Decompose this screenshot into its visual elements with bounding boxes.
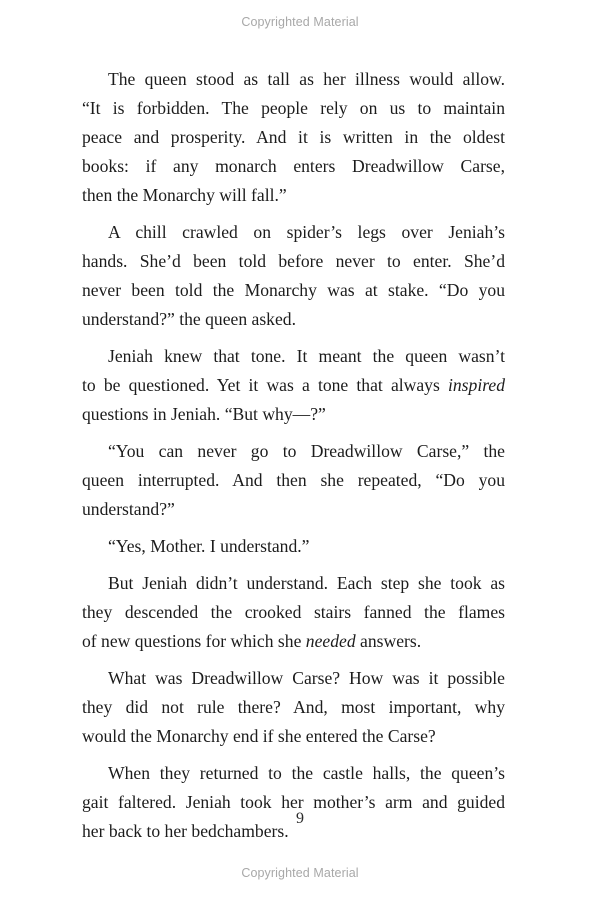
text-line: A chill crawled on spider’s legs over Jeniah’s xyxy=(108,222,505,242)
book-page-text xyxy=(82,65,505,854)
text-line: gait faltered. Jeniah took her mother’s arm and guided xyxy=(82,792,505,812)
text-line: queen interrupted. And then she repeated, “Do you xyxy=(82,470,505,490)
paragraph-4 xyxy=(82,437,505,524)
text-line: never been told the Monarchy was at stake. “Do you xyxy=(82,280,505,300)
text-line: “You can never go to Dreadwillow Carse,” the xyxy=(108,441,505,461)
copyright-watermark-bottom: Copyrighted Material xyxy=(241,866,359,880)
page-number: 9 xyxy=(296,810,304,827)
text-line: But Jeniah didn’t understand. Each step she took as xyxy=(108,573,505,593)
text-line: “It is forbidden. The people rely on us to maintain xyxy=(82,98,505,118)
text-line-with-emphasis xyxy=(82,627,505,656)
text-line: understand?” the queen asked. xyxy=(82,309,296,329)
text-line: What was Dreadwillow Carse? How was it possible xyxy=(108,668,505,688)
emphasis-word: inspired xyxy=(447,375,506,395)
paragraph-6 xyxy=(82,569,505,656)
text-line: peace and prosperity. And it is written in the oldest xyxy=(82,127,505,147)
paragraph-5 xyxy=(82,532,505,561)
text-line: then the Monarchy will fall.” xyxy=(82,185,287,205)
text-line: “Yes, Mother. I understand.” xyxy=(108,536,310,556)
text-line: Jeniah knew that tone. It meant the queen wasn’t xyxy=(108,346,505,366)
text-line: questions in Jeniah. “But why—?” xyxy=(82,404,326,424)
text-segment: to be questioned. Yet it was a tone that always xyxy=(82,375,440,395)
text-line: they descended the crooked stairs fanned the flames xyxy=(82,602,505,622)
text-line: The queen stood as tall as her illness would allow. xyxy=(108,69,505,89)
text-line: books: if any monarch enters Dreadwillow Carse, xyxy=(82,156,505,176)
text-line: her back to her bedchambers. xyxy=(82,821,289,841)
text-line-with-emphasis xyxy=(82,371,505,400)
text-line: understand?” xyxy=(82,499,175,519)
text-segment: answers. xyxy=(360,631,422,651)
paragraph-7 xyxy=(82,664,505,751)
paragraph-3 xyxy=(82,342,505,429)
paragraph-2 xyxy=(82,218,505,334)
text-segment: of new questions for which she xyxy=(82,631,302,651)
paragraph-1 xyxy=(82,65,505,210)
text-line: would the Monarchy end if she entered the Carse? xyxy=(82,726,436,746)
emphasis-word: needed xyxy=(305,631,356,651)
text-line: they did not rule there? And, most important, why xyxy=(82,697,505,717)
paragraph-8 xyxy=(82,759,505,846)
copyright-watermark-top: Copyrighted Material xyxy=(241,15,359,29)
text-line: When they returned to the castle halls, the queen’s xyxy=(108,763,505,783)
text-line: hands. She’d been told before never to enter. She’d xyxy=(82,251,505,271)
